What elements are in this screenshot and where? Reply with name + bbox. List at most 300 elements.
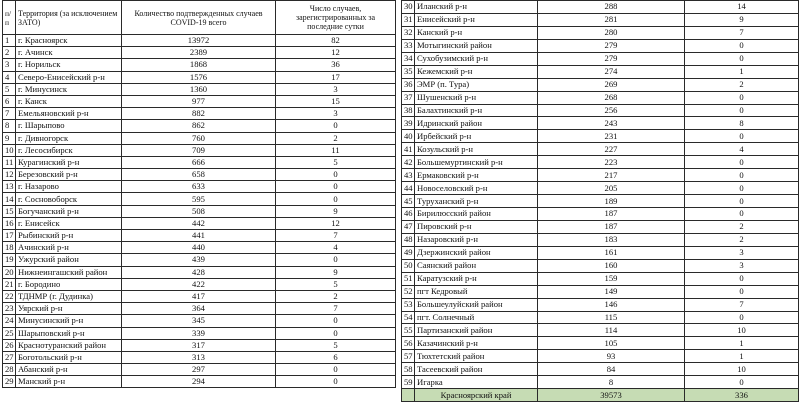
total-cases-cell: 223 — [538, 156, 685, 169]
total-cases-cell: 268 — [538, 91, 685, 104]
total-cases-cell: 205 — [538, 182, 685, 195]
territory-cell: пгт Кедровый — [415, 285, 538, 298]
total-cases-cell: 160 — [538, 259, 685, 272]
daily-cases-cell: 5 — [276, 339, 396, 351]
territory-cell: пгт. Солнечный — [415, 311, 538, 324]
total-cases-cell: 105 — [538, 337, 685, 350]
territory-cell: г. Дивногорск — [16, 132, 122, 144]
summary-number-cell — [402, 389, 415, 402]
daily-cases-cell: 3 — [276, 108, 396, 120]
summary-daily-cases: 336 — [685, 389, 799, 402]
table-row — [402, 26, 799, 39]
row-number: 6 — [3, 95, 16, 107]
total-cases-cell: 339 — [122, 327, 276, 339]
territory-cell: Ирбейский р-н — [415, 130, 538, 143]
row-number: 40 — [402, 130, 415, 143]
table-row — [3, 59, 396, 71]
table-row — [402, 39, 799, 52]
table-row — [3, 181, 396, 193]
row-number: 47 — [402, 220, 415, 233]
table-row — [3, 364, 396, 376]
row-number: 25 — [3, 327, 16, 339]
total-cases-cell: 279 — [538, 52, 685, 65]
territory-cell: г. Ачинск — [16, 47, 122, 59]
row-number: 21 — [3, 278, 16, 290]
territory-cell: Каратузский р-н — [415, 272, 538, 285]
territory-cell: Енисейский р-н — [415, 13, 538, 26]
row-number: 8 — [3, 120, 16, 132]
table-row — [3, 132, 396, 144]
row-number: 54 — [402, 311, 415, 324]
table-row — [3, 315, 396, 327]
territory-cell: Козульский р-н — [415, 143, 538, 156]
daily-cases-cell: 9 — [276, 205, 396, 217]
territory-cell: г. Сосновоборск — [16, 193, 122, 205]
total-cases-cell: 256 — [538, 104, 685, 117]
table-row — [402, 220, 799, 233]
daily-cases-cell: 7 — [685, 298, 799, 311]
territory-cell: Казачинский р-н — [415, 337, 538, 350]
territory-cell: Партизанский район — [415, 324, 538, 337]
row-number: 44 — [402, 182, 415, 195]
territory-cell: Манский р-н — [16, 376, 122, 388]
total-cases-cell: 279 — [538, 39, 685, 52]
daily-cases-cell: 1 — [685, 350, 799, 363]
territory-cell: Дзержинский район — [415, 246, 538, 259]
table-row — [3, 156, 396, 168]
territory-cell: Емельяновский р-н — [16, 108, 122, 120]
territory-cell: Шарыповский р-н — [16, 327, 122, 339]
table-row — [402, 246, 799, 259]
table-row — [3, 120, 396, 132]
table-row — [3, 205, 396, 217]
territory-cell: г. Енисейск — [16, 217, 122, 229]
table-row — [402, 350, 799, 363]
table-row — [402, 117, 799, 130]
row-number: 48 — [402, 233, 415, 246]
territory-cell: Рыбинский р-н — [16, 230, 122, 242]
total-cases-cell: 760 — [122, 132, 276, 144]
territory-cell: Бирилюсский район — [415, 208, 538, 221]
row-number: 4 — [3, 71, 16, 83]
table-row — [402, 91, 799, 104]
daily-cases-cell: 0 — [685, 130, 799, 143]
row-number: 55 — [402, 324, 415, 337]
daily-cases-cell: 0 — [276, 120, 396, 132]
table-row — [402, 156, 799, 169]
header-territory: Территория (за исключением ЗАТО) — [16, 1, 122, 35]
total-cases-cell: 269 — [538, 78, 685, 91]
daily-cases-cell: 12 — [276, 47, 396, 59]
total-cases-cell: 161 — [538, 246, 685, 259]
territory-cell: Ачинский р-н — [16, 242, 122, 254]
territory-cell: Курагинский р-н — [16, 156, 122, 168]
daily-cases-cell: 7 — [276, 230, 396, 242]
daily-cases-cell: 0 — [276, 254, 396, 266]
daily-cases-cell: 6 — [276, 351, 396, 363]
daily-cases-cell: 2 — [685, 233, 799, 246]
daily-cases-cell: 2 — [276, 132, 396, 144]
territory-cell: г. Красноярск — [16, 35, 122, 47]
territory-cell: Пировский р-н — [415, 220, 538, 233]
row-number: 18 — [3, 242, 16, 254]
row-number: 26 — [3, 339, 16, 351]
total-cases-cell: 862 — [122, 120, 276, 132]
daily-cases-cell: 0 — [685, 311, 799, 324]
total-cases-cell: 1868 — [122, 59, 276, 71]
row-number: 39 — [402, 117, 415, 130]
table-row — [402, 52, 799, 65]
total-cases-cell: 422 — [122, 278, 276, 290]
row-number: 38 — [402, 104, 415, 117]
row-number: 33 — [402, 39, 415, 52]
territory-cell: г. Назарово — [16, 181, 122, 193]
daily-cases-cell: 3 — [276, 83, 396, 95]
table-row — [402, 324, 799, 337]
territory-cell: Большеулуйский район — [415, 298, 538, 311]
territory-cell: Северо-Енисейский р-н — [16, 71, 122, 83]
total-cases-cell: 8 — [538, 376, 685, 389]
territory-cell: Сухобузимский р-н — [415, 52, 538, 65]
table-row — [402, 311, 799, 324]
territory-cell: ЭМР (п. Тура) — [415, 78, 538, 91]
daily-cases-cell: 2 — [685, 220, 799, 233]
daily-cases-cell: 0 — [685, 376, 799, 389]
territory-cell: г. Бородино — [16, 278, 122, 290]
row-number: 31 — [402, 13, 415, 26]
total-cases-cell: 313 — [122, 351, 276, 363]
table-row — [3, 35, 396, 47]
territory-cell: Балахтинский р-н — [415, 104, 538, 117]
daily-cases-cell: 36 — [276, 59, 396, 71]
total-cases-cell: 183 — [538, 233, 685, 246]
territory-cell: Идринский район — [415, 117, 538, 130]
row-number: 29 — [3, 376, 16, 388]
row-number: 17 — [3, 230, 16, 242]
total-cases-cell: 658 — [122, 169, 276, 181]
table-row — [3, 376, 396, 388]
header-total-cases: Количество подтвержденных случаев COVID-19 всего — [122, 1, 276, 35]
table-header-row — [3, 1, 396, 35]
territory-cell: Нижнеингашский район — [16, 266, 122, 278]
daily-cases-cell: 4 — [276, 242, 396, 254]
header-number: п/п — [3, 1, 16, 35]
daily-cases-cell: 0 — [276, 364, 396, 376]
territory-cell: г. Канск — [16, 95, 122, 107]
row-number: 42 — [402, 156, 415, 169]
daily-cases-cell: 1 — [685, 65, 799, 78]
total-cases-cell: 280 — [538, 26, 685, 39]
row-number: 1 — [3, 35, 16, 47]
table-row — [402, 285, 799, 298]
daily-cases-cell: 2 — [276, 290, 396, 302]
total-cases-cell: 1576 — [122, 71, 276, 83]
daily-cases-cell: 14 — [685, 1, 799, 14]
total-cases-cell: 294 — [122, 376, 276, 388]
total-cases-cell: 417 — [122, 290, 276, 302]
daily-cases-cell: 0 — [685, 195, 799, 208]
daily-cases-cell: 15 — [276, 95, 396, 107]
daily-cases-cell: 0 — [685, 208, 799, 221]
total-cases-cell: 317 — [122, 339, 276, 351]
row-number: 32 — [402, 26, 415, 39]
total-cases-cell: 115 — [538, 311, 685, 324]
total-cases-cell: 439 — [122, 254, 276, 266]
row-number: 20 — [3, 266, 16, 278]
daily-cases-cell: 17 — [276, 71, 396, 83]
table-row — [3, 71, 396, 83]
territory-cell: Иланский р-н — [415, 1, 538, 14]
daily-cases-cell: 0 — [276, 327, 396, 339]
daily-cases-cell: 0 — [685, 285, 799, 298]
row-number: 22 — [3, 290, 16, 302]
territory-cell: Кежемский р-н — [415, 65, 538, 78]
territory-cell: Богучанский р-н — [16, 205, 122, 217]
territory-cell: Тасеевский район — [415, 363, 538, 376]
daily-cases-cell: 0 — [685, 39, 799, 52]
total-cases-cell: 84 — [538, 363, 685, 376]
territory-cell: Минусинский р-н — [16, 315, 122, 327]
daily-cases-cell: 0 — [685, 104, 799, 117]
total-cases-cell: 243 — [538, 117, 685, 130]
total-cases-cell: 441 — [122, 230, 276, 242]
daily-cases-cell: 1 — [685, 337, 799, 350]
total-cases-cell: 231 — [538, 130, 685, 143]
table-row — [3, 95, 396, 107]
row-number: 46 — [402, 208, 415, 221]
row-number: 13 — [3, 181, 16, 193]
table-row — [402, 143, 799, 156]
row-number: 35 — [402, 65, 415, 78]
table-row — [402, 130, 799, 143]
territory-cell: Березовский р-н — [16, 169, 122, 181]
daily-cases-cell: 82 — [276, 35, 396, 47]
total-cases-cell: 159 — [538, 272, 685, 285]
table-row — [3, 193, 396, 205]
total-cases-cell: 882 — [122, 108, 276, 120]
territory-cell: Туруханский р-н — [415, 195, 538, 208]
territory-cell: Назаровский р-н — [415, 233, 538, 246]
territory-cell: Канский р-н — [415, 26, 538, 39]
table-row — [3, 169, 396, 181]
row-number: 50 — [402, 259, 415, 272]
daily-cases-cell: 0 — [276, 169, 396, 181]
total-cases-cell: 1360 — [122, 83, 276, 95]
daily-cases-cell: 4 — [685, 143, 799, 156]
table-row — [3, 266, 396, 278]
table-row — [402, 233, 799, 246]
daily-cases-cell: 0 — [685, 169, 799, 182]
row-number: 49 — [402, 246, 415, 259]
daily-cases-cell: 8 — [685, 117, 799, 130]
total-cases-cell: 146 — [538, 298, 685, 311]
row-number: 3 — [3, 59, 16, 71]
row-number: 59 — [402, 376, 415, 389]
row-number: 23 — [3, 303, 16, 315]
total-cases-cell: 440 — [122, 242, 276, 254]
row-number: 41 — [402, 143, 415, 156]
total-cases-cell: 281 — [538, 13, 685, 26]
row-number: 5 — [3, 83, 16, 95]
table-row — [402, 13, 799, 26]
total-cases-cell: 428 — [122, 266, 276, 278]
table-row — [402, 104, 799, 117]
table-row — [402, 208, 799, 221]
row-number: 30 — [402, 1, 415, 14]
total-cases-cell: 13972 — [122, 35, 276, 47]
total-cases-cell: 93 — [538, 350, 685, 363]
daily-cases-cell: 0 — [685, 52, 799, 65]
table-row — [3, 242, 396, 254]
total-cases-cell: 217 — [538, 169, 685, 182]
daily-cases-cell: 0 — [276, 181, 396, 193]
total-cases-cell: 274 — [538, 65, 685, 78]
daily-cases-cell: 0 — [685, 272, 799, 285]
row-number: 27 — [3, 351, 16, 363]
table-row — [3, 278, 396, 290]
row-number: 53 — [402, 298, 415, 311]
total-cases-cell: 345 — [122, 315, 276, 327]
territory-cell: Шушенский р-н — [415, 91, 538, 104]
daily-cases-cell: 0 — [276, 376, 396, 388]
daily-cases-cell: 2 — [685, 78, 799, 91]
row-number: 12 — [3, 169, 16, 181]
row-number: 56 — [402, 337, 415, 350]
total-cases-cell: 2389 — [122, 47, 276, 59]
daily-cases-cell: 9 — [276, 266, 396, 278]
daily-cases-cell: 0 — [685, 91, 799, 104]
daily-cases-cell: 7 — [276, 303, 396, 315]
header-daily-cases: Число случаев, зарегистрированных за последние сутки — [276, 1, 396, 35]
total-cases-cell: 666 — [122, 156, 276, 168]
daily-cases-cell: 5 — [276, 278, 396, 290]
table-row — [402, 78, 799, 91]
total-cases-cell: 442 — [122, 217, 276, 229]
row-number: 7 — [3, 108, 16, 120]
territory-cell: г. Лесосибирск — [16, 144, 122, 156]
territory-cell: Мотыгинский район — [415, 39, 538, 52]
table-row — [402, 1, 799, 14]
summary-row — [402, 389, 799, 402]
table-row — [3, 339, 396, 351]
summary-total-cases: 39573 — [538, 389, 685, 402]
row-number: 10 — [3, 144, 16, 156]
row-number: 24 — [3, 315, 16, 327]
row-number: 16 — [3, 217, 16, 229]
table-row — [402, 169, 799, 182]
total-cases-cell: 297 — [122, 364, 276, 376]
table-row — [402, 182, 799, 195]
row-number: 52 — [402, 285, 415, 298]
daily-cases-cell: 0 — [685, 156, 799, 169]
daily-cases-cell: 11 — [276, 144, 396, 156]
daily-cases-cell: 0 — [276, 315, 396, 327]
row-number: 58 — [402, 363, 415, 376]
daily-cases-cell: 0 — [685, 182, 799, 195]
daily-cases-cell: 7 — [685, 26, 799, 39]
row-number: 51 — [402, 272, 415, 285]
table-row — [402, 259, 799, 272]
total-cases-cell: 364 — [122, 303, 276, 315]
covid-table-right — [401, 0, 799, 402]
table-row — [402, 337, 799, 350]
table-row — [3, 230, 396, 242]
row-number: 15 — [3, 205, 16, 217]
table-row — [402, 363, 799, 376]
table-row — [402, 272, 799, 285]
daily-cases-cell: 10 — [685, 363, 799, 376]
territory-cell: Боготольский р-н — [16, 351, 122, 363]
total-cases-cell: 149 — [538, 285, 685, 298]
table-row — [402, 376, 799, 389]
table-row — [3, 303, 396, 315]
table-row — [402, 65, 799, 78]
covid-table-left — [2, 0, 396, 388]
total-cases-cell: 508 — [122, 205, 276, 217]
row-number: 11 — [3, 156, 16, 168]
summary-territory: Красноярский край — [415, 389, 538, 402]
daily-cases-cell: 12 — [276, 217, 396, 229]
total-cases-cell: 288 — [538, 1, 685, 14]
row-number: 2 — [3, 47, 16, 59]
territory-cell: г. Норильск — [16, 59, 122, 71]
territory-cell: Уярский р-н — [16, 303, 122, 315]
table-row — [3, 254, 396, 266]
table-row — [402, 195, 799, 208]
table-row — [402, 298, 799, 311]
row-number: 45 — [402, 195, 415, 208]
territory-cell: Ужурский район — [16, 254, 122, 266]
total-cases-cell: 977 — [122, 95, 276, 107]
row-number: 34 — [402, 52, 415, 65]
total-cases-cell: 187 — [538, 220, 685, 233]
table-row — [3, 108, 396, 120]
territory-cell: г. Минусинск — [16, 83, 122, 95]
total-cases-cell: 709 — [122, 144, 276, 156]
territory-cell: Игарка — [415, 376, 538, 389]
total-cases-cell: 189 — [538, 195, 685, 208]
total-cases-cell: 187 — [538, 208, 685, 221]
territory-cell: Ермаковский р-н — [415, 169, 538, 182]
total-cases-cell: 633 — [122, 181, 276, 193]
daily-cases-cell: 0 — [276, 193, 396, 205]
territory-cell: г. Шарыпово — [16, 120, 122, 132]
row-number: 14 — [3, 193, 16, 205]
row-number: 37 — [402, 91, 415, 104]
table-row — [3, 217, 396, 229]
row-number: 28 — [3, 364, 16, 376]
territory-cell: Краснотуранский район — [16, 339, 122, 351]
territory-cell: Саянский район — [415, 259, 538, 272]
daily-cases-cell: 3 — [685, 246, 799, 259]
total-cases-cell: 114 — [538, 324, 685, 337]
daily-cases-cell: 9 — [685, 13, 799, 26]
total-cases-cell: 227 — [538, 143, 685, 156]
row-number: 43 — [402, 169, 415, 182]
table-row — [3, 83, 396, 95]
table-row — [3, 47, 396, 59]
daily-cases-cell: 10 — [685, 324, 799, 337]
daily-cases-cell: 3 — [685, 259, 799, 272]
row-number: 9 — [3, 132, 16, 144]
territory-cell: Абанский р-н — [16, 364, 122, 376]
territory-cell: Новоселовский р-н — [415, 182, 538, 195]
territory-cell: Большемуртинский р-н — [415, 156, 538, 169]
row-number: 36 — [402, 78, 415, 91]
row-number: 19 — [3, 254, 16, 266]
territory-cell: ТДНМР (г. Дудинка) — [16, 290, 122, 302]
daily-cases-cell: 5 — [276, 156, 396, 168]
